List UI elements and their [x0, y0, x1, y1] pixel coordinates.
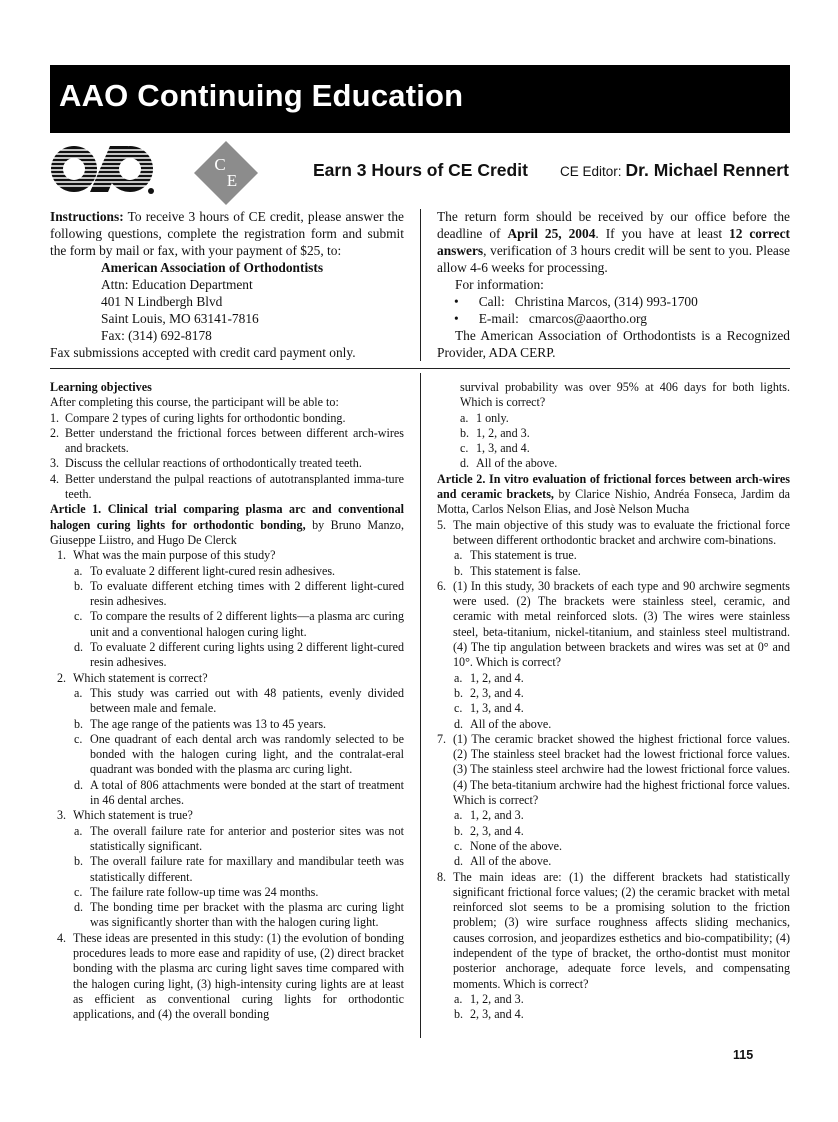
answer-option-text: To evaluate different etching times with 2 different light-cured resin adhesives.	[90, 578, 404, 609]
answer-option-text: One quadrant of each dental arch was randomly selected to be bonded with the halogen curing light, and the contralat-eral quadrant was bonded with the plasma arc curing light.	[90, 731, 404, 777]
answer-option[interactable]	[74, 885, 404, 900]
answer-option-label: a.	[454, 670, 463, 685]
objective-item-text: Compare 2 types of curing lights for orthodontic bonding.	[65, 410, 346, 425]
answer-option-label: a.	[454, 808, 463, 823]
answer-option[interactable]	[454, 548, 790, 563]
answer-option-label: b.	[454, 823, 464, 838]
answer-option-text: To compare the results of 2 different lights—a plasma arc curing unit and a conventional halogen curing light.	[90, 609, 404, 639]
question-4	[57, 931, 404, 1023]
answer-option-text: 1, 2, and 3.	[476, 425, 530, 440]
fax-note: Fax submissions accepted with credit card payment only.	[50, 345, 356, 360]
answer-option[interactable]	[460, 441, 790, 456]
questions-right-column	[437, 380, 790, 1022]
return-text-3: , verification of 3 hours credit will be sent to you. Please allow 4-6 weeks for processing.	[437, 243, 790, 275]
address-org: American Association of Orthodontists	[101, 260, 324, 275]
question-3	[57, 808, 404, 823]
article-1-authors: by Bruno Manzo, Giuseppe Liistro, and Hugo De Clerck	[50, 517, 404, 547]
section-divider	[50, 368, 790, 369]
bullet-icon: •	[454, 311, 459, 326]
bullet-icon: •	[454, 294, 459, 309]
answer-option-label: c.	[74, 609, 83, 624]
answer-option[interactable]	[74, 778, 404, 809]
column-divider-top	[420, 209, 421, 361]
answer-option-label: a.	[454, 548, 463, 563]
answer-option-label: a.	[74, 563, 83, 578]
article-2-authors: by Clarice Nishio, Andréa Fonseca, Jardim da Motta, Carlos Nelson Elias, and Josè Nelson Mucha	[437, 487, 790, 517]
answer-option-label: b.	[460, 425, 470, 440]
answer-option-label: c.	[454, 838, 463, 853]
answer-option-text: The failure rate follow-up time was 24 months.	[90, 884, 319, 899]
answer-option-text: All of the above.	[470, 854, 552, 869]
answer-option-label: b.	[74, 578, 84, 593]
question-2-text: Which statement is correct?	[73, 670, 208, 685]
answer-option[interactable]	[74, 640, 404, 671]
answer-option-label: c.	[454, 701, 463, 716]
question-4-options	[437, 411, 790, 472]
objective-item-text: Discuss the cellular reactions of orthodontically treated teeth.	[65, 456, 362, 471]
answer-option-text: 1 only.	[476, 410, 509, 425]
answer-option-text: 1, 2, and 3.	[470, 991, 524, 1006]
article-2-heading	[437, 472, 790, 518]
answer-option-text: The bonding time per bracket with the plasma arc curing light was significantly shorter than with the halogen curing light.	[90, 900, 404, 930]
answer-option-label: a.	[74, 685, 83, 700]
answer-option[interactable]	[454, 808, 790, 823]
address-city: Saint Louis, MO 63141-7816	[101, 311, 259, 326]
answer-option[interactable]	[74, 564, 404, 579]
answer-option[interactable]	[454, 824, 790, 839]
return-text-2: . If you have at least	[595, 226, 729, 241]
ce-logo-c: C	[214, 155, 226, 174]
answer-option[interactable]	[454, 671, 790, 686]
objective-item-text: Better understand the pulpal reactions of autotransplanted imma-ture teeth.	[65, 471, 404, 502]
question-1-text: What was the main purpose of this study?	[73, 548, 276, 563]
answer-option-label: a.	[74, 823, 83, 838]
answer-option[interactable]	[454, 992, 790, 1007]
answer-option-label: b.	[74, 716, 84, 731]
email-value[interactable]: cmarcos@aaortho.org	[528, 311, 647, 326]
answer-option-label: a.	[460, 410, 469, 425]
answer-option-label: d.	[454, 716, 464, 731]
ce-logo-icon	[193, 140, 259, 206]
objective-item-label: 1.	[50, 410, 60, 425]
deadline-date: April 25, 2004	[507, 226, 596, 241]
answer-option-text: 1, 3, and 4.	[470, 701, 524, 716]
ce-logo-e: E	[226, 171, 238, 190]
question-4-continued: survival probability was over 95% at 406 days for both lights. Which is correct?	[460, 380, 790, 410]
answer-option-label: d.	[74, 640, 84, 655]
return-text-1: The return form should be received by our office before the deadline of	[437, 209, 790, 241]
answer-option-text: The age range of the patients was 13 to 45 years.	[90, 716, 327, 731]
question-6-text: (1) In this study, 30 brackets of each type and 90 archwire segments were used. (2) The brackets were stainless steel, ceramic, and ceramic with metal reinforced slots. (3) The wires were stainless steel, beta-titanium, nickel-titanium, and stainless steel multistrand. (4) The tip angulation between brackets and wires was set at 0° and 10°. Which is correct?	[453, 578, 790, 670]
question-8-text: The main ideas are: (1) the different brackets had statistically significant frictional force values; (2) the ceramic bracket with metal reinforced slot seems to be a promising solution to the friction problem; (3) wire surface roughness affects sliding mechanics, causes corrosion, and jeopardizes esthetics and bio-compatibility; (4) independent of the type of bracket, the ortho-dontist must monitor posterior anchorage, adequate force levels, and compensating moments. Which is correct?	[453, 869, 790, 991]
answer-option[interactable]	[74, 609, 404, 640]
instructions-text: To receive 3 hours of CE credit, please answer the following questions, complete the registration form and submit the form by mail or fax, with your payment of $25, to:	[50, 209, 404, 258]
answer-option[interactable]	[74, 579, 404, 610]
answer-option[interactable]	[74, 686, 404, 717]
address-attn: Attn: Education Department	[101, 277, 253, 292]
questions-right-list	[437, 518, 790, 1023]
editor-label: CE Editor:	[560, 164, 622, 179]
ce-editor-line	[560, 160, 789, 181]
instructions-left	[50, 208, 404, 361]
answer-option[interactable]	[454, 701, 790, 716]
instructions-lead: Instructions:	[50, 209, 124, 224]
call-row	[437, 293, 790, 310]
question-7-text: (1) The ceramic bracket showed the highest frictional force values. (2) The stainless steel bracket had the lowest frictional force values. (3) The stainless steel archwire had the lowest frictional force values. (4) The beta-titanium archwire had the highest frictional force values. Which is correct?	[453, 731, 790, 808]
answer-option[interactable]	[460, 426, 790, 441]
page-number: 115	[733, 1048, 754, 1062]
answer-option[interactable]	[454, 686, 790, 701]
answer-option-text: None of the above.	[470, 838, 563, 853]
answer-option-text: All of the above.	[470, 716, 552, 731]
question-6	[437, 579, 790, 671]
answer-option-text: The overall failure rate for maxillary and mandibular teeth was statistically different.	[90, 854, 404, 884]
question-3-label: 3.	[57, 808, 67, 823]
answer-option-label: d.	[74, 900, 84, 915]
answer-option-label: c.	[74, 884, 83, 899]
answer-option[interactable]	[74, 732, 404, 778]
answer-option-label: b.	[454, 563, 464, 578]
answer-option[interactable]	[454, 717, 790, 732]
question-1-label: 1.	[57, 548, 67, 563]
objectives-intro: After completing this course, the participant will be able to:	[50, 395, 339, 410]
objective-item-label: 3.	[50, 456, 60, 471]
for-info-label: For information:	[455, 277, 544, 292]
answer-option-text: To evaluate 2 different light-cured resin adhesives.	[90, 563, 336, 578]
answer-option-text: A total of 806 attachments were bonded at the start of treatment in 46 dental arches.	[90, 777, 404, 808]
banner-title: AAO Continuing Education	[59, 78, 464, 113]
objectives-list	[50, 411, 404, 503]
question-3-text: Which statement is true?	[73, 808, 193, 823]
question-4-text: These ideas are presented in this study: (1) the evolution of bonding procedures leads to more ease and rapidity of use, (2) direct bracket bonding with the plasma arc curing light saves time compared with the halogen curing light, (3) high-intensity curing lights are at least as efficient as conventional curing lights for orthodontic applications, and (4) the overall bonding	[73, 930, 404, 1022]
correct-answers-count: 12 correct answers	[437, 226, 790, 258]
objectives-title: Learning objectives	[50, 380, 152, 394]
answer-option[interactable]	[454, 854, 790, 869]
answer-option[interactable]	[460, 456, 790, 471]
objective-item	[50, 411, 404, 426]
answer-option[interactable]	[454, 1007, 790, 1022]
answer-option-label: b.	[74, 854, 84, 869]
objective-item	[50, 472, 404, 503]
answer-option-label: b.	[454, 685, 464, 700]
question-5	[437, 518, 790, 549]
question-4-label: 4.	[57, 930, 67, 945]
answer-option[interactable]	[74, 854, 404, 885]
mailing-address	[50, 259, 404, 344]
objective-item-text: Better understand the frictional forces between different arch-wires and brackets.	[65, 425, 404, 456]
answer-option-label: c.	[74, 731, 83, 746]
answer-option-label: a.	[454, 991, 463, 1006]
answer-option-text: This statement is false.	[470, 563, 581, 578]
answer-option-label: c.	[460, 441, 469, 456]
call-label: Call:	[478, 294, 505, 309]
earn-credit-text: Earn 3 Hours of CE Credit	[313, 160, 528, 180]
answer-option-text: All of the above.	[476, 456, 558, 471]
article-1-heading	[50, 502, 404, 548]
objective-item-label: 4.	[50, 471, 60, 486]
objective-item-label: 2.	[50, 425, 60, 440]
answer-option[interactable]	[74, 900, 404, 931]
address-fax: Fax: (314) 692-8178	[101, 328, 212, 343]
answer-option-text: The overall failure rate for anterior and posterior sites was not statistically significant.	[90, 823, 404, 853]
objective-item	[50, 426, 404, 457]
question-5-label: 5.	[437, 517, 447, 532]
answer-option[interactable]	[460, 411, 790, 426]
ce-credit-heading	[313, 160, 528, 181]
answer-option-label: b.	[454, 1007, 464, 1022]
question-8	[437, 870, 790, 992]
question-2-label: 2.	[57, 670, 67, 685]
email-row	[437, 310, 790, 327]
answer-option[interactable]	[74, 717, 404, 732]
article-2-title: Article 2. In vitro evaluation of frictional forces between arch-wires and ceramic brackets,	[437, 471, 790, 502]
question-1	[57, 548, 404, 563]
questions-left-list	[50, 548, 404, 1022]
question-7	[437, 732, 790, 808]
provider-note: The American Association of Orthodontists is a Recognized Provider, ADA CERP.	[437, 328, 790, 360]
aao-logo-icon	[50, 142, 156, 196]
answer-option-text: This study was carried out with 48 patients, evenly divided between male and female.	[90, 685, 404, 716]
question-8-label: 8.	[437, 869, 447, 884]
answer-option[interactable]	[454, 839, 790, 854]
objective-item	[50, 456, 404, 471]
question-5-text: The main objective of this study was to evaluate the frictional force between different orthodontic bracket and archwire com-binations.	[453, 517, 790, 547]
answer-option-label: d.	[74, 777, 84, 792]
question-2	[57, 671, 404, 686]
address-street: 401 N Lindbergh Blvd	[101, 294, 223, 309]
answer-option-text: This statement is true.	[470, 548, 577, 563]
email-label: E-mail:	[478, 311, 519, 326]
article-1-title: Article 1. Clinical trial comparing plasma arc and conventional halogen curing lights for orthodontic bonding,	[50, 502, 404, 532]
answer-option-text: 1, 3, and 4.	[476, 441, 530, 456]
answer-option-label: d.	[460, 456, 470, 471]
column-divider-bottom	[420, 373, 421, 1038]
call-value: Christina Marcos, (314) 993-1700	[514, 294, 698, 309]
answer-option-text: 1, 2, and 4.	[470, 670, 524, 685]
answer-option-text: 2, 3, and 4.	[470, 823, 524, 838]
answer-option-text: 2, 3, and 4.	[470, 685, 524, 700]
instructions-right	[437, 208, 790, 361]
answer-option-text: To evaluate 2 different curing lights using 2 different light-cured resin adhesives.	[90, 640, 404, 670]
answer-option-text: 1, 2, and 3.	[470, 808, 524, 823]
question-6-label: 6.	[437, 578, 447, 593]
editor-name: Dr. Michael Rennert	[625, 160, 789, 180]
question-7-label: 7.	[437, 731, 447, 746]
answer-option[interactable]	[454, 564, 790, 579]
answer-option-label: d.	[454, 854, 464, 869]
questions-left-column	[50, 380, 404, 1022]
answer-option-text: 2, 3, and 4.	[470, 1007, 524, 1022]
answer-option[interactable]	[74, 824, 404, 855]
title-banner	[50, 65, 790, 133]
